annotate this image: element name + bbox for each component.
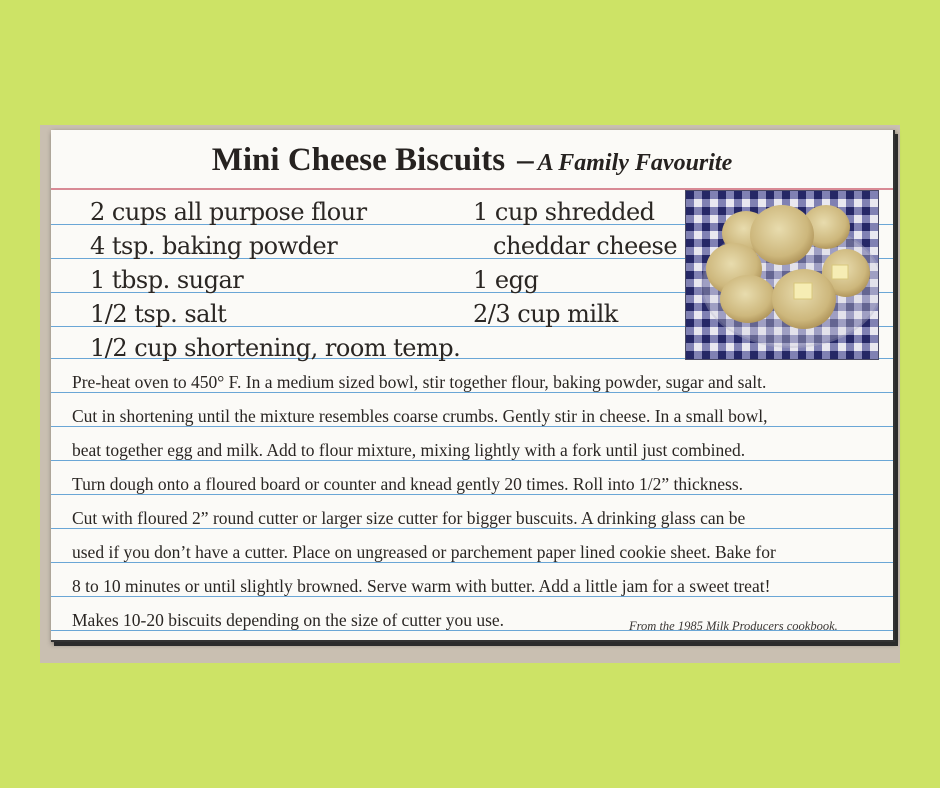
- recipe-title: Mini Cheese Biscuits: [211, 142, 506, 178]
- title-dash: –: [517, 142, 534, 178]
- ingredient-sugar: 1 tbsp. sugar: [90, 266, 244, 294]
- ingredient-egg: 1 egg: [473, 266, 539, 294]
- ingredient-flour: 2 cups all purpose flour: [90, 198, 367, 226]
- title-row: [51, 142, 893, 179]
- ingredient-baking-powder: 4 tsp. baking powder: [90, 232, 338, 260]
- instruction-line: Cut with floured 2” round cutter or larger size cutter for bigger buscuits. A drinking glass can be: [72, 508, 746, 528]
- instruction-line: Cut in shortening until the mixture resembles coarse crumbs. Gently stir in cheese. In a small bowl,: [72, 406, 768, 426]
- recipe-subtitle: A Family Favourite: [537, 150, 733, 176]
- biscuit-photo: [685, 190, 879, 360]
- instruction-line: used if you don’t have a cutter. Place on ungreased or parchement paper lined cookie sheet. Bake for: [72, 542, 776, 562]
- ingredient-salt: 1/2 tsp. salt: [90, 300, 227, 328]
- source-credit: From the 1985 Milk Producers cookbook.: [629, 619, 838, 633]
- instruction-line: Makes 10-20 biscuits depending on the size of cutter you use.: [72, 610, 505, 630]
- ingredient-cheese-line2: cheddar cheese: [493, 232, 678, 260]
- ingredient-milk: 2/3 cup milk: [473, 300, 618, 328]
- instruction-line: beat together egg and milk. Add to flour mixture, mixing lightly with a fork until just combined.: [72, 440, 746, 460]
- ingredient-cheese-line1: 1 cup shredded: [473, 198, 655, 226]
- instruction-line: Turn dough onto a floured board or counter and knead gently 20 times. Roll into 1/2” thickness.: [72, 474, 744, 494]
- ingredient-shortening: 1/2 cup shortening, room temp.: [90, 334, 461, 362]
- instruction-line: Pre-heat oven to 450° F. In a medium sized bowl, stir together flour, baking powder, sugar and salt.: [72, 372, 767, 392]
- instruction-line: 8 to 10 minutes or until slightly browned. Serve warm with butter. Add a little jam for a sweet treat!: [72, 576, 771, 596]
- recipe-card: [51, 130, 895, 642]
